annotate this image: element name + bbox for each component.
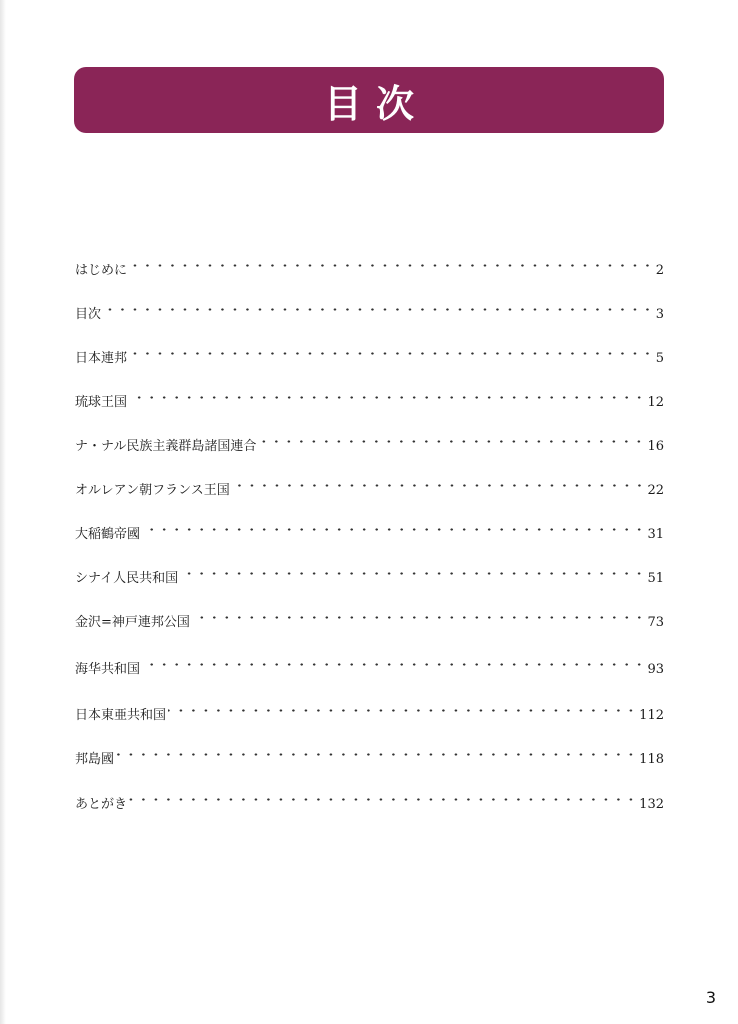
toc-leader-dots	[258, 428, 645, 450]
toc-entry-label: あとがき	[75, 797, 128, 812]
toc-entry-label: 金沢=神戸連邦公国	[75, 615, 190, 630]
toc-entry-label: はじめに	[75, 263, 128, 278]
toc-entry-label: 琉球王国	[75, 395, 128, 410]
toc-entry-page: 112	[639, 708, 664, 723]
toc-leader-dots	[142, 651, 645, 673]
toc-entry[interactable]	[75, 340, 664, 366]
toc-entry[interactable]	[75, 651, 664, 677]
page-edge-shadow	[0, 0, 6, 1024]
toc-entry-page: 3	[655, 307, 664, 322]
toc-entry-page: 31	[647, 527, 664, 542]
toc-leader-dots	[142, 516, 645, 538]
toc-leader-dots	[129, 340, 654, 362]
toc-entry-label: シナイ人民共和国	[75, 571, 179, 586]
toc-entry-label: 目次	[75, 307, 102, 322]
toc-leader-dots	[129, 786, 637, 808]
toc-entry-page: 93	[647, 662, 664, 677]
toc-entry-label: ナ・ナル民族主義群島諸国連合	[75, 439, 257, 454]
toc-entry-page: 2	[655, 263, 664, 278]
toc-entry-page: 118	[639, 752, 664, 767]
toc-entry-page: 16	[647, 439, 664, 454]
page-number: 3	[705, 988, 716, 1007]
toc-entry-label: 日本連邦	[75, 351, 128, 366]
toc-entry[interactable]	[75, 384, 664, 410]
page-title: 目次	[323, 81, 428, 126]
toc-leader-dots	[103, 296, 654, 318]
toc-entry-page: 73	[647, 615, 664, 630]
toc-entry-label: 邦島國	[75, 752, 115, 767]
toc-leader-dots	[116, 741, 637, 763]
title-banner	[74, 67, 664, 133]
toc-entry[interactable]	[75, 604, 664, 630]
toc-entry-label: オルレアン朝フランス王国	[75, 483, 230, 498]
toc-entry[interactable]	[75, 428, 664, 454]
toc-leader-dots	[180, 560, 645, 582]
toc-entry-page: 132	[639, 797, 664, 812]
toc-entry-page: 51	[647, 571, 664, 586]
toc-leader-dots	[232, 472, 646, 494]
toc-entry[interactable]	[75, 516, 664, 542]
toc-entry[interactable]	[75, 252, 664, 278]
toc-leader-dots	[129, 252, 654, 274]
toc-leader-dots	[192, 604, 646, 626]
toc-entry[interactable]	[75, 697, 664, 723]
toc-entry-page: 12	[647, 395, 664, 410]
toc-entry-page: 22	[647, 483, 664, 498]
toc-leader-dots	[168, 697, 637, 719]
toc-entry-label: 海华共和国	[75, 662, 141, 677]
toc-entry[interactable]	[75, 560, 664, 586]
toc-entry[interactable]	[75, 472, 664, 498]
toc-entry[interactable]	[75, 296, 664, 322]
toc-leader-dots	[129, 384, 645, 406]
toc-entry[interactable]	[75, 786, 664, 812]
toc-entry-page: 5	[655, 351, 664, 366]
toc-entry-label: 日本東亜共和国	[75, 708, 167, 723]
toc-entry[interactable]	[75, 741, 664, 767]
toc-entry-label: 大稲鶴帝國	[75, 527, 141, 542]
